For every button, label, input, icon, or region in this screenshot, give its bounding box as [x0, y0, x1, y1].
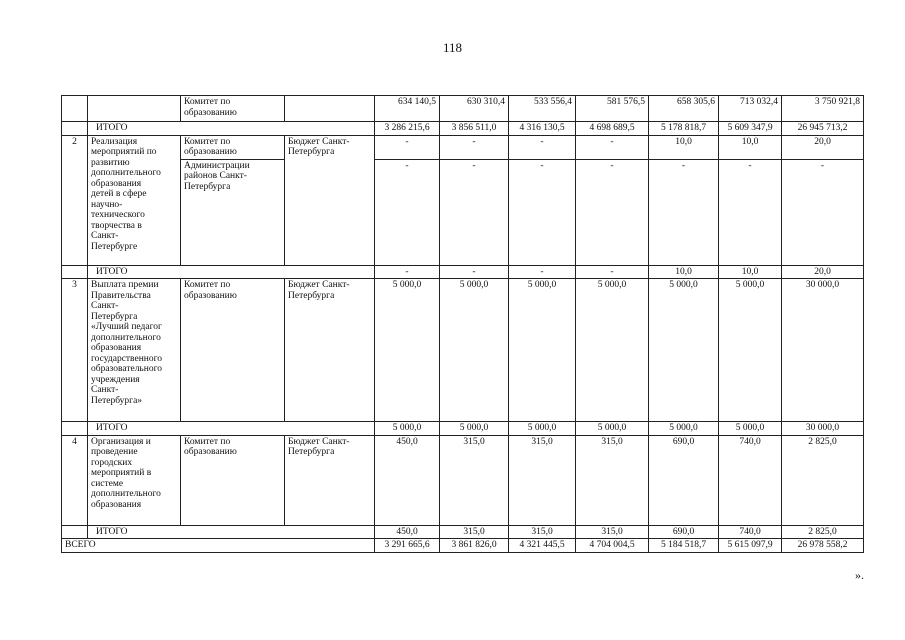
- row-number-cell: [62, 122, 88, 136]
- value-cell: 690,0: [649, 525, 719, 539]
- value-cell: 3 861 826,0: [440, 539, 509, 553]
- value-cell: 5 000,0: [509, 279, 576, 422]
- value-cell: 5 000,0: [649, 422, 719, 436]
- value-cell: -: [509, 135, 576, 159]
- value-cell: -: [649, 159, 719, 265]
- grand-total-label: ВСЕГО: [62, 539, 375, 553]
- value-cell: 5 000,0: [576, 279, 649, 422]
- value-cell: 315,0: [440, 525, 509, 539]
- agency-cell: Комитет по образованию: [181, 96, 285, 122]
- value-cell: 26 978 558,2: [782, 539, 864, 553]
- agency-cell: Комитет по образованию: [181, 435, 285, 525]
- value-cell: 315,0: [509, 435, 576, 525]
- row-number-cell: 2: [62, 135, 88, 265]
- activity-name-cell: Выплата премии Правительства Санкт- Петербурга «Лучший педагог дополнительного образования государственного образовательного учреждения Санкт- Петербурга»: [88, 279, 181, 422]
- value-cell: 10,0: [649, 265, 719, 279]
- value-cell: -: [440, 159, 509, 265]
- value-cell: -: [719, 159, 782, 265]
- row-number-cell: [62, 96, 88, 122]
- value-cell: 315,0: [576, 435, 649, 525]
- activity-name-cell: Реализация мероприятий по развитию дополнительного образования детей в сфере научно- технического творчества в Санкт- Петербурге: [88, 135, 181, 265]
- value-cell: 30 000,0: [782, 279, 864, 422]
- value-cell: 10,0: [719, 135, 782, 159]
- value-cell: -: [375, 265, 440, 279]
- total-label: ИТОГО: [88, 122, 375, 136]
- value-cell: 30 000,0: [782, 422, 864, 436]
- value-cell: 634 140,5: [375, 96, 440, 122]
- value-cell: 20,0: [782, 135, 864, 159]
- value-cell: 450,0: [375, 525, 440, 539]
- value-cell: -: [509, 159, 576, 265]
- agency-cell: Администрации районов Санкт- Петербурга: [181, 159, 285, 265]
- total-label: ИТОГО: [88, 265, 375, 279]
- value-cell: 26 945 713,2: [782, 122, 864, 136]
- table-row: [62, 159, 864, 265]
- value-cell: -: [440, 135, 509, 159]
- source-cell: Бюджет Санкт- Петербурга: [285, 135, 375, 265]
- value-cell: -: [576, 159, 649, 265]
- activity-name-cell: [88, 96, 181, 122]
- value-cell: 5 000,0: [719, 279, 782, 422]
- value-cell: 10,0: [719, 265, 782, 279]
- value-cell: -: [440, 265, 509, 279]
- value-cell: 3 286 215,6: [375, 122, 440, 136]
- value-cell: 630 310,4: [440, 96, 509, 122]
- table-row: [62, 435, 864, 525]
- value-cell: -: [509, 265, 576, 279]
- value-cell: -: [576, 135, 649, 159]
- value-cell: 20,0: [782, 265, 864, 279]
- row-number-cell: [62, 265, 88, 279]
- value-cell: 5 615 097,9: [719, 539, 782, 553]
- grand-total-row: [62, 539, 864, 553]
- value-cell: 581 576,5: [576, 96, 649, 122]
- value-cell: 5 184 518,7: [649, 539, 719, 553]
- value-cell: 533 556,4: [509, 96, 576, 122]
- total-row: [62, 525, 864, 539]
- row-number-cell: 3: [62, 279, 88, 422]
- row-number-cell: [62, 422, 88, 436]
- value-cell: 740,0: [719, 435, 782, 525]
- value-cell: 5 000,0: [576, 422, 649, 436]
- value-cell: 5 000,0: [375, 422, 440, 436]
- activity-name-cell: Организация и проведение городских мероприятий в системе дополнительного образования: [88, 435, 181, 525]
- row-number-cell: 4: [62, 435, 88, 525]
- value-cell: 713 032,4: [719, 96, 782, 122]
- agency-cell: Комитет по образованию: [181, 279, 285, 422]
- value-cell: 4 698 689,5: [576, 122, 649, 136]
- agency-cell: Комитет по образованию: [181, 135, 285, 159]
- value-cell: -: [782, 159, 864, 265]
- closing-quote-mark: ».: [855, 568, 864, 582]
- page-number: 118: [442, 40, 463, 55]
- source-cell: [285, 96, 375, 122]
- value-cell: 315,0: [509, 525, 576, 539]
- value-cell: 5 000,0: [440, 279, 509, 422]
- value-cell: 5 178 818,7: [649, 122, 719, 136]
- value-cell: 3 856 511,0: [440, 122, 509, 136]
- value-cell: 690,0: [649, 435, 719, 525]
- value-cell: 5 000,0: [719, 422, 782, 436]
- value-cell: 10,0: [649, 135, 719, 159]
- table-row: [62, 279, 864, 422]
- total-row: [62, 422, 864, 436]
- value-cell: 740,0: [719, 525, 782, 539]
- source-cell: Бюджет Санкт- Петербурга: [285, 435, 375, 525]
- value-cell: 5 000,0: [375, 279, 440, 422]
- value-cell: 5 609 347,9: [719, 122, 782, 136]
- value-cell: 450,0: [375, 435, 440, 525]
- table-row: [62, 96, 864, 122]
- value-cell: 315,0: [440, 435, 509, 525]
- value-cell: 3 750 921,8: [782, 96, 864, 122]
- value-cell: 658 305,6: [649, 96, 719, 122]
- total-row: [62, 265, 864, 279]
- source-cell: Бюджет Санкт- Петербурга: [285, 279, 375, 422]
- value-cell: 2 825,0: [782, 525, 864, 539]
- value-cell: 3 291 665,6: [375, 539, 440, 553]
- total-label: ИТОГО: [88, 422, 375, 436]
- value-cell: 4 321 445,5: [509, 539, 576, 553]
- table-row: [62, 135, 864, 159]
- value-cell: 315,0: [576, 525, 649, 539]
- value-cell: 4 316 130,5: [509, 122, 576, 136]
- value-cell: 5 000,0: [440, 422, 509, 436]
- value-cell: 5 000,0: [649, 279, 719, 422]
- total-label: ИТОГО: [88, 525, 375, 539]
- budget-table: [61, 95, 864, 553]
- value-cell: -: [375, 159, 440, 265]
- row-number-cell: [62, 525, 88, 539]
- total-row: [62, 122, 864, 136]
- value-cell: 2 825,0: [782, 435, 864, 525]
- value-cell: -: [375, 135, 440, 159]
- value-cell: 5 000,0: [509, 422, 576, 436]
- value-cell: 4 704 004,5: [576, 539, 649, 553]
- value-cell: -: [576, 265, 649, 279]
